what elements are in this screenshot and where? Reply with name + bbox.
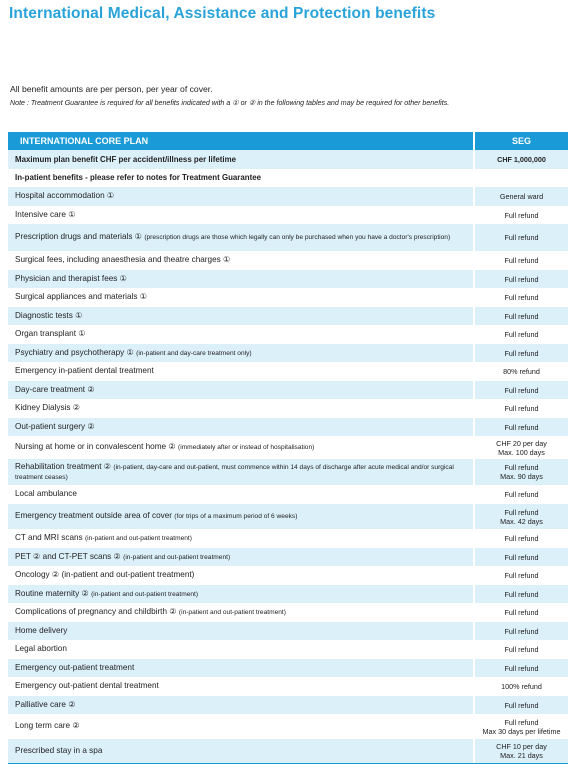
table-row bbox=[8, 436, 568, 459]
benefit-label bbox=[8, 714, 473, 739]
benefit-value bbox=[473, 714, 568, 739]
benefit-value bbox=[473, 566, 568, 585]
table-row bbox=[8, 288, 568, 307]
benefit-value-line: General ward bbox=[499, 192, 544, 201]
benefit-name: Intensive care ① bbox=[15, 209, 76, 219]
benefit-name: Day-care treatment ② bbox=[15, 384, 95, 394]
header-seg: SEG bbox=[473, 132, 568, 150]
benefit-label bbox=[8, 399, 473, 418]
benefit-label bbox=[8, 585, 473, 603]
benefit-value bbox=[473, 585, 568, 603]
benefit-label bbox=[8, 325, 473, 344]
benefit-label bbox=[8, 566, 473, 585]
benefit-value bbox=[473, 251, 568, 270]
benefit-name: Surgical appliances and materials ① bbox=[15, 292, 148, 302]
table-row bbox=[8, 307, 568, 325]
table-row bbox=[8, 566, 568, 585]
table-row bbox=[8, 325, 568, 344]
benefit-value-line: Full refund bbox=[504, 210, 539, 220]
benefit-name: Palliative care ② bbox=[15, 699, 76, 709]
table-row bbox=[8, 585, 568, 603]
benefit-value-limit: Max. 21 days bbox=[500, 751, 543, 760]
benefit-name: Diagnostic tests ① bbox=[15, 310, 83, 320]
benefit-value-limit: Max. 90 days bbox=[500, 472, 543, 481]
benefit-value-line: Full refund bbox=[504, 589, 539, 599]
benefit-label bbox=[8, 381, 473, 399]
benefit-value bbox=[473, 362, 568, 381]
table-row bbox=[8, 677, 568, 696]
benefit-name: Local ambulance bbox=[15, 489, 77, 499]
table-row bbox=[8, 622, 568, 640]
benefit-value-line: Full refund bbox=[504, 348, 539, 358]
benefit-name: Physician and therapist fees ① bbox=[15, 273, 128, 283]
benefit-value-line: Full refund bbox=[504, 663, 539, 673]
benefit-value-line: Full refund bbox=[504, 490, 539, 499]
benefit-value bbox=[473, 169, 568, 187]
benefit-name: Nursing at home or in convalescent home ② bbox=[15, 442, 176, 452]
benefit-value-line: Full refund bbox=[504, 608, 539, 617]
benefit-value-line: Full refund bbox=[504, 233, 539, 242]
benefit-value-line: CHF 10 per day bbox=[496, 742, 547, 751]
benefit-value bbox=[473, 504, 568, 529]
table-row bbox=[8, 548, 568, 566]
benefit-label bbox=[8, 436, 473, 459]
benefit-value bbox=[473, 659, 568, 677]
table-row bbox=[8, 529, 568, 548]
benefit-value bbox=[473, 459, 568, 485]
table-row bbox=[8, 150, 568, 169]
benefit-value-line: Full refund bbox=[504, 645, 539, 654]
table-row bbox=[8, 603, 568, 622]
table-row bbox=[8, 399, 568, 418]
benefit-label bbox=[8, 504, 473, 529]
benefit-name: PET ② and CT-PET scans ② bbox=[15, 551, 121, 561]
benefit-label bbox=[8, 344, 473, 362]
benefit-value bbox=[473, 288, 568, 307]
benefit-label bbox=[8, 150, 473, 169]
benefit-label bbox=[8, 418, 473, 436]
table-body bbox=[8, 150, 568, 763]
benefit-value bbox=[473, 548, 568, 566]
benefit-value bbox=[473, 529, 568, 548]
table-row bbox=[8, 640, 568, 659]
benefit-value bbox=[473, 622, 568, 640]
table-row bbox=[8, 659, 568, 677]
benefit-name: Kidney Dialysis ② bbox=[15, 403, 81, 413]
benefit-note: (for trips of a maximum period of 6 weeks) bbox=[174, 513, 298, 521]
benefit-value bbox=[473, 436, 568, 459]
benefit-label bbox=[8, 270, 473, 288]
benefit-name: Routine maternity ② bbox=[15, 588, 89, 598]
benefit-label bbox=[8, 485, 473, 504]
page-title: International Medical, Assistance and Protection benefits bbox=[9, 5, 436, 22]
header-plan-name: INTERNATIONAL CORE PLAN bbox=[20, 136, 149, 146]
benefit-name: Out-patient surgery ② bbox=[15, 421, 95, 431]
benefit-name: CT and MRI scans bbox=[15, 533, 83, 543]
benefit-label bbox=[8, 548, 473, 566]
benefit-label bbox=[8, 529, 473, 548]
benefit-name: Emergency out-patient dental treatment bbox=[15, 681, 159, 691]
table-row bbox=[8, 224, 568, 251]
benefit-value bbox=[473, 344, 568, 362]
benefit-value-line: Full refund bbox=[504, 552, 539, 562]
benefit-label bbox=[8, 696, 473, 714]
benefit-value-line: Full refund bbox=[504, 256, 539, 265]
benefit-label bbox=[8, 459, 473, 485]
benefit-label bbox=[8, 603, 473, 622]
benefit-value-line: Full refund bbox=[504, 274, 539, 284]
table-row bbox=[8, 251, 568, 270]
benefit-label bbox=[8, 677, 473, 696]
benefit-note: (in-patient and out-patient treatment) bbox=[84, 535, 192, 543]
benefit-note: (in-patient and out-patient treatment) bbox=[123, 553, 231, 561]
benefit-value-line: Full refund bbox=[504, 404, 539, 413]
benefit-value-line: Full refund bbox=[504, 385, 539, 395]
benefit-name: Home delivery bbox=[15, 625, 68, 635]
benefit-label bbox=[8, 224, 473, 251]
benefit-name: Emergency treatment outside area of cover bbox=[15, 511, 173, 521]
benefit-value-limit: Max. 100 days bbox=[498, 447, 545, 457]
benefit-value-line: Full refund bbox=[504, 626, 539, 636]
table-row bbox=[8, 714, 568, 739]
benefit-name: Surgical fees, including anaesthesia and theatre charges ① bbox=[15, 255, 231, 265]
benefit-value-line: Full refund bbox=[504, 293, 539, 302]
benefit-label bbox=[8, 288, 473, 307]
benefit-value-line: CHF 1,000,000 bbox=[497, 155, 546, 164]
benefits-table bbox=[8, 132, 568, 764]
benefit-value-line: Full refund bbox=[504, 422, 539, 432]
benefit-note: (in-patient and out-patient treatment) bbox=[91, 590, 199, 598]
table-row bbox=[8, 504, 568, 529]
benefit-label bbox=[8, 640, 473, 659]
table-row bbox=[8, 344, 568, 362]
benefit-value bbox=[473, 640, 568, 659]
benefit-value-line: Full refund bbox=[504, 534, 539, 543]
benefit-label bbox=[8, 362, 473, 381]
table-row bbox=[8, 739, 568, 763]
table-row bbox=[8, 270, 568, 288]
benefit-name: Oncology ② (in-patient and out-patient treatment) bbox=[15, 570, 195, 580]
table-row bbox=[8, 169, 568, 187]
benefit-name: Rehabilitation treatment ② bbox=[15, 461, 112, 471]
intro-text: All benefit amounts are per person, per year of cover. bbox=[10, 84, 213, 94]
benefit-value bbox=[473, 418, 568, 436]
table-header bbox=[8, 132, 568, 150]
benefit-note: (in-patient, day-care and out-patient, must commence within 14 days of discharge after acute medical and/or surgical treatment ceases) bbox=[15, 463, 454, 481]
benefit-name: Emergency in-patient dental treatment bbox=[15, 366, 154, 376]
benefit-value-line: CHF 20 per day bbox=[496, 438, 547, 448]
benefit-value bbox=[473, 307, 568, 325]
benefit-name: Legal abortion bbox=[15, 644, 67, 654]
benefit-label bbox=[8, 187, 473, 206]
benefit-name: Organ transplant ① bbox=[15, 329, 86, 339]
benefit-note: (in-patient and out-patient treatment) bbox=[178, 609, 286, 617]
benefit-value-limit: Max 30 days per lifetime bbox=[482, 726, 561, 736]
benefit-value bbox=[473, 325, 568, 344]
benefit-value bbox=[473, 677, 568, 696]
benefit-name: Prescription drugs and materials ① bbox=[15, 232, 143, 242]
benefit-name: Prescribed stay in a spa bbox=[15, 745, 103, 755]
table-row bbox=[8, 206, 568, 224]
benefit-name: In-patient benefits - please refer to notes for Treatment Guarantee bbox=[15, 173, 261, 183]
table-row bbox=[8, 187, 568, 206]
benefit-value-line: Full refund bbox=[504, 311, 539, 321]
benefit-value-line: Full refund bbox=[504, 463, 539, 472]
table-row bbox=[8, 381, 568, 399]
benefit-name: Maximum plan benefit CHF per accident/illness per lifetime bbox=[15, 154, 236, 164]
benefit-value-line: Full refund bbox=[504, 571, 539, 580]
benefit-value-line: Full refund bbox=[504, 717, 539, 727]
benefit-note: (prescription drugs are those which legally can only be purchased when you have a doctor's prescription) bbox=[144, 234, 451, 242]
benefit-name: Long term care ② bbox=[15, 721, 80, 731]
benefit-value bbox=[473, 150, 568, 169]
benefit-value bbox=[473, 485, 568, 504]
benefit-value bbox=[473, 187, 568, 206]
benefit-note: (in-patient and day-care treatment only) bbox=[136, 349, 252, 357]
benefit-value-line: 80% refund bbox=[503, 367, 540, 376]
table-row bbox=[8, 459, 568, 485]
benefit-value bbox=[473, 206, 568, 224]
benefit-value bbox=[473, 381, 568, 399]
benefit-value-line: Full refund bbox=[504, 330, 539, 339]
benefit-name: Complications of pregnancy and childbirth ② bbox=[15, 607, 177, 617]
benefit-value-limit: Max. 42 days bbox=[500, 516, 543, 526]
benefit-value-line: Full refund bbox=[504, 507, 539, 517]
benefit-label bbox=[8, 659, 473, 677]
table-row bbox=[8, 418, 568, 436]
benefit-value bbox=[473, 399, 568, 418]
table-row bbox=[8, 362, 568, 381]
benefit-note: (immediately after or instead of hospitalisation) bbox=[178, 444, 315, 452]
benefit-value-line: Full refund bbox=[504, 700, 539, 710]
benefit-label bbox=[8, 251, 473, 270]
benefit-value-line: 100% refund bbox=[501, 682, 542, 691]
benefit-value bbox=[473, 603, 568, 622]
benefit-label bbox=[8, 307, 473, 325]
benefit-name: Emergency out-patient treatment bbox=[15, 662, 135, 672]
benefit-name: Hospital accommodation ① bbox=[15, 191, 115, 201]
benefit-label bbox=[8, 169, 473, 187]
benefit-label bbox=[8, 739, 473, 763]
benefit-value bbox=[473, 224, 568, 251]
benefit-name: Psychiatry and psychotherapy ① bbox=[15, 347, 134, 357]
benefit-value bbox=[473, 270, 568, 288]
table-row bbox=[8, 696, 568, 714]
benefit-value bbox=[473, 739, 568, 763]
table-row bbox=[8, 485, 568, 504]
benefit-value bbox=[473, 696, 568, 714]
intro-note: Note : Treatment Guarantee is required for all benefits indicated with a ① or ② in the following tables and may be required for other benefits. bbox=[10, 99, 450, 107]
benefit-label bbox=[8, 622, 473, 640]
benefit-label bbox=[8, 206, 473, 224]
